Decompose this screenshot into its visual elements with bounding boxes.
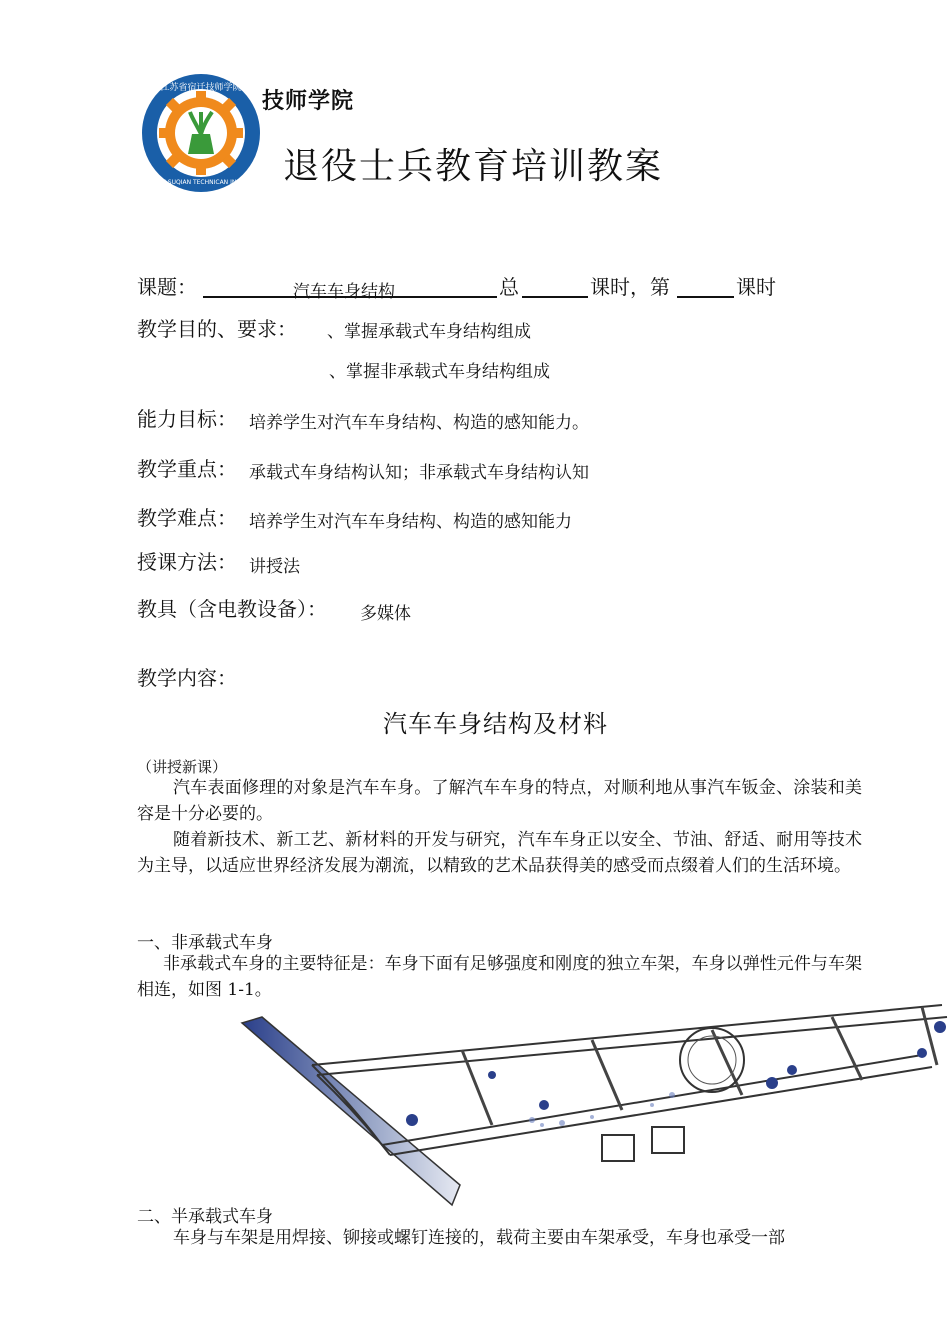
topic-value: 汽车车身结构 [293,282,395,302]
tools-label: 教具（含电教设备）： [137,597,327,621]
content-label: 教学内容： [137,666,237,690]
paragraph-non-load-bearing: 非承载式车身的主要特征是：车身下面有足够强度和刚度的独立车架，车身以弹性元件与车架相连，如图 1-1。 [137,954,862,1000]
objectives-label: 教学目的、要求： [137,317,297,341]
hours-label-2: 课时 [736,275,776,299]
objective-item: 、掌握承载式车身结构组成 [327,322,531,342]
total-hours-underline [522,296,588,298]
heading-semi-load-bearing: 二、半承载式车身 [137,1207,273,1227]
svg-text:江苏省宿迁技师学院: 江苏省宿迁技师学院 [160,83,242,93]
topic-label: 课题： [137,275,197,299]
keypoints-value: 承载式车身结构认知；非承载式车身结构认知 [249,463,589,483]
lesson-number-underline [677,296,734,298]
objective-item: 、掌握非承载式车身结构组成 [329,362,550,382]
ability-label: 能力目标： [137,407,237,431]
hours-label: 课时，第 [590,275,670,299]
lesson-note: （讲授新课） [137,758,228,776]
document-title: 退役士兵教育培训教案 [283,146,664,187]
paragraph-intro: 汽车表面修理的对象是汽车车身。了解汽车车身的特点，对顺利地从事汽车钣金、涂装和美容是十分必要的。 [137,778,862,824]
difficulty-value: 培养学生对汽车车身结构、构造的感知能力 [249,512,572,532]
ability-value: 培养学生对汽车车身结构、构造的感知能力。 [249,413,589,433]
difficulty-label: 教学难点： [137,506,237,530]
heading-non-load-bearing: 一、非承载式车身 [137,933,273,953]
school-logo [140,72,262,194]
school-name: 技师学院 [262,89,355,114]
tools-value: 多媒体 [360,604,411,624]
method-value: 讲授法 [249,557,300,577]
keypoints-label: 教学重点： [137,457,237,481]
vehicle-frame-figure [232,995,950,1210]
method-label: 授课方法： [137,550,237,574]
paragraph-semi-load-bearing: 车身与车架是用焊接、铆接或螺钉连接的，载荷主要由车架承受，车身也承受一部 [173,1228,785,1248]
section-title: 汽车车身结构及材料 [383,710,608,738]
svg-text:JIANGSU SUQIAN TECHNICAN INSTI: JIANGSU SUQIAN TECHNICAN INSTITUTE [140,179,262,186]
paragraph-trends: 随着新技术、新工艺、新材料的开发与研究，汽车车身正以安全、节油、舒适、耐用等技术为主导，以适应世界经济发展为潮流，以精致的艺术品获得美的感受而点缀着人们的生活环境。 [137,830,862,876]
total-label: 总 [499,275,519,299]
